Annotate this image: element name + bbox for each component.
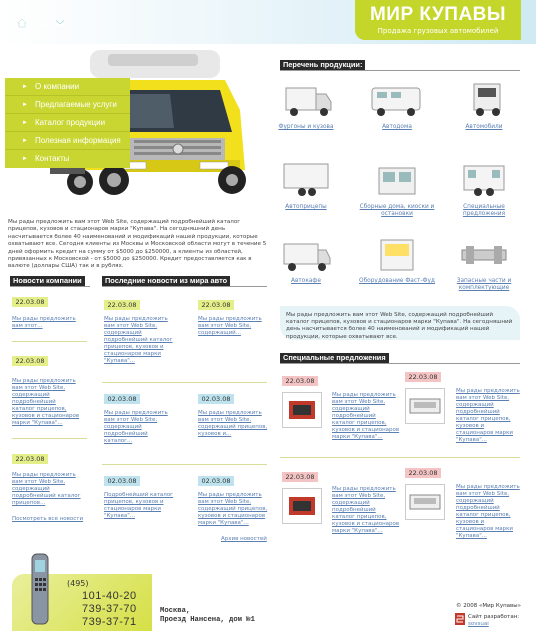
divider bbox=[102, 286, 267, 287]
phone-number: 739-37-71 bbox=[82, 616, 137, 628]
generator-icon bbox=[283, 393, 321, 427]
arrow-right-icon: ► bbox=[22, 120, 28, 126]
special-date: 22.03.08 bbox=[282, 376, 318, 386]
phone-handset-icon bbox=[26, 552, 56, 628]
special-link-2[interactable]: Мы рады предложить вам этот Web Site, содержащий подробнейший каталог прицепов, кузовов и стационаров марки "Купава"... bbox=[456, 388, 520, 443]
divider bbox=[280, 70, 520, 71]
company-news-heading: Новости компании bbox=[10, 276, 85, 286]
product-vans[interactable]: Фургоны и кузова bbox=[266, 78, 346, 131]
special-thumb[interactable] bbox=[405, 484, 445, 520]
intro-text: Мы рады предложить вам этот Web Site, содержащий подробнейший каталог прицепов, кузовов и стационаров марки "Купава". На сегодняшний день насчитывается более 40 наименований и модификаций нашей продукции, которые охватывают все. Сегодня клиенты из Москвы и Московской области могут в течение 5 дней оформить кредит на сумму от $5000 до $250000, а клиенты из областей, привязанных к Московской - от $5000 до $250000. Кредит предоставляется как в валюте (доллары США) так и в рублях. bbox=[8, 219, 267, 270]
divider bbox=[280, 363, 520, 364]
product-fastfood[interactable]: Оборудование Фаст-Фуд bbox=[357, 236, 437, 285]
divider bbox=[10, 286, 90, 287]
address: Москва, Проезд Нансена, дом №1 bbox=[160, 607, 255, 624]
generator-icon bbox=[283, 489, 321, 523]
developer-logo-icon bbox=[455, 613, 465, 625]
special-date: 22.03.08 bbox=[282, 472, 318, 482]
copyright: © 2008 «Мир Купавы» bbox=[456, 603, 521, 609]
news-date: 02.03.08 bbox=[104, 394, 140, 404]
product-houses[interactable]: Сборные дома, киоски и остановки bbox=[357, 158, 437, 218]
developer-link[interactable]: sovsuai bbox=[468, 621, 489, 627]
menu-item-contacts[interactable]: ► Контакты bbox=[5, 150, 130, 168]
cafe-truck-icon bbox=[276, 236, 336, 276]
company-news-link-3[interactable]: Мы рады предложить вам этот Web Site, содержащий подробнейший каталог прицепов... bbox=[12, 472, 81, 506]
company-news-link-2[interactable]: Мы рады предложить вам этот Web Site, содержащий подробнейший каталог прицепов, кузовов и стационаров марки "Купава"... bbox=[12, 378, 80, 426]
trailer-icon bbox=[454, 158, 514, 202]
arrow-right-icon: ► bbox=[22, 84, 28, 90]
equipment-icon bbox=[406, 389, 444, 423]
developer-credit: Сайт разработан: sovsuai bbox=[468, 614, 520, 627]
site-logo[interactable] bbox=[355, 0, 521, 40]
arrow-right-icon: ► bbox=[22, 138, 28, 144]
product-cars[interactable]: Автомобили bbox=[444, 78, 524, 131]
info-box: Мы рады предложить вам этот Web Site, содержащий подробнейший каталог прицепов, кузовов и стационаров марки "Купава". На сегодняшний день насчитывается более 40 наименований и модификаций нашей продукции, которые охватывают все. bbox=[280, 306, 520, 340]
product-specials[interactable]: Специальные предложения bbox=[444, 158, 524, 218]
auto-news-link-4[interactable]: Мы рады предложить вам этот Web Site, содержащий прицепов, кузовов и... bbox=[198, 410, 268, 437]
special-thumb[interactable] bbox=[282, 392, 322, 428]
main-menu bbox=[5, 78, 130, 168]
search-icon[interactable] bbox=[36, 18, 46, 28]
special-thumb[interactable] bbox=[282, 488, 322, 524]
menu-item-info[interactable]: ► Полезная информация bbox=[5, 132, 130, 150]
product-cafe[interactable]: Автокафе bbox=[266, 236, 346, 285]
special-date: 22.03.08 bbox=[405, 372, 441, 382]
divider bbox=[280, 457, 520, 458]
product-motorhomes[interactable]: Автодома bbox=[357, 78, 437, 131]
truck-icon bbox=[454, 78, 514, 122]
logo-title: МИР КУПАВЫ bbox=[369, 4, 507, 25]
special-link-3[interactable]: Мы рады предложить вам этот Web Site, содержащий подробнейший каталог прицепов, кузовов и стационаров марки "Купава"... bbox=[332, 486, 400, 534]
special-date: 22.03.08 bbox=[405, 468, 441, 478]
special-thumb[interactable] bbox=[405, 388, 445, 424]
motorhome-icon bbox=[367, 78, 427, 122]
arrow-right-icon: ► bbox=[22, 156, 28, 162]
product-parts[interactable]: Запасные части и комплектующие bbox=[444, 236, 524, 292]
kiosk-icon bbox=[367, 158, 427, 202]
auto-news-link-1[interactable]: Мы рады предложить вам этот Web Site, содержащий подробнейший каталог прицепов, кузовов и стационаров марки "Купава"... bbox=[104, 316, 173, 364]
news-date: 22.03.08 bbox=[12, 297, 48, 307]
trailer-icon bbox=[276, 158, 336, 202]
parts-icon bbox=[454, 236, 514, 276]
logo-subtitle: Продажа грузовых автомобилей bbox=[377, 27, 499, 35]
auto-news-heading: Последние новости из мира авто bbox=[102, 276, 230, 286]
divider bbox=[102, 382, 267, 383]
news-date: 22.03.08 bbox=[12, 356, 48, 366]
news-date: 02.03.08 bbox=[104, 476, 140, 486]
auto-news-link-3[interactable]: Мы рады предложить вам этот Web Site, содержащий подробнейший каталог... bbox=[104, 410, 168, 444]
phone-number: 101-40-20 bbox=[82, 590, 137, 602]
product-trailers[interactable]: Автоприцепы bbox=[266, 158, 346, 211]
news-date: 02.03.08 bbox=[198, 476, 234, 486]
home-icon[interactable] bbox=[17, 18, 27, 28]
fastfood-stand-icon bbox=[367, 236, 427, 276]
divider bbox=[102, 464, 267, 465]
news-date: 22.03.08 bbox=[198, 300, 234, 310]
auto-news-link-5[interactable]: Подробнейший каталог прицепов, кузовов и стационаров марки "Купава"... bbox=[104, 492, 174, 519]
phone-number: 739-37-70 bbox=[82, 603, 137, 615]
menu-item-services[interactable]: ► Предлагаемые услуги bbox=[5, 96, 130, 114]
news-date: 22.03.08 bbox=[12, 454, 48, 464]
auto-news-link-2[interactable]: Мы рады предложить вам этот Web Site, содержащий... bbox=[198, 316, 262, 336]
mail-icon[interactable] bbox=[55, 18, 65, 28]
divider bbox=[12, 438, 87, 439]
van-icon bbox=[276, 78, 336, 122]
special-link-1[interactable]: Мы рады предложить вам этот Web Site, содержащий подробнейший каталог прицепов, кузовов и стационаров марки "Купава"... bbox=[332, 392, 400, 440]
company-news-link-1[interactable]: Мы рады предложить вам этот... bbox=[12, 316, 76, 329]
news-date: 22.03.08 bbox=[104, 300, 140, 310]
all-news-link[interactable]: Посмотреть все новости bbox=[12, 516, 84, 522]
products-heading: Перечень продукции: bbox=[280, 60, 365, 70]
arrow-right-icon: ► bbox=[22, 102, 28, 108]
equipment-icon bbox=[406, 485, 444, 519]
phone-code: (495) bbox=[67, 579, 89, 588]
special-link-4[interactable]: Мы рады предложить вам этот Web Site, содержащий подробнейший каталог прицепов, кузовов и стационаров марки "Купава"... bbox=[456, 484, 520, 539]
news-date: 02.03.08 bbox=[198, 394, 234, 404]
menu-item-about[interactable]: ► О компании bbox=[5, 78, 130, 96]
divider bbox=[12, 341, 87, 342]
menu-item-catalog[interactable]: ► Каталог продукции bbox=[5, 114, 130, 132]
news-archive-link[interactable]: Архив новостей bbox=[221, 536, 267, 542]
specials-heading: Специальные предложения bbox=[280, 353, 389, 363]
auto-news-link-6[interactable]: Мы рады предложить вам этот Web Site, содержащий прицепов, кузовов и стационаров марки "Купава"... bbox=[198, 492, 268, 526]
